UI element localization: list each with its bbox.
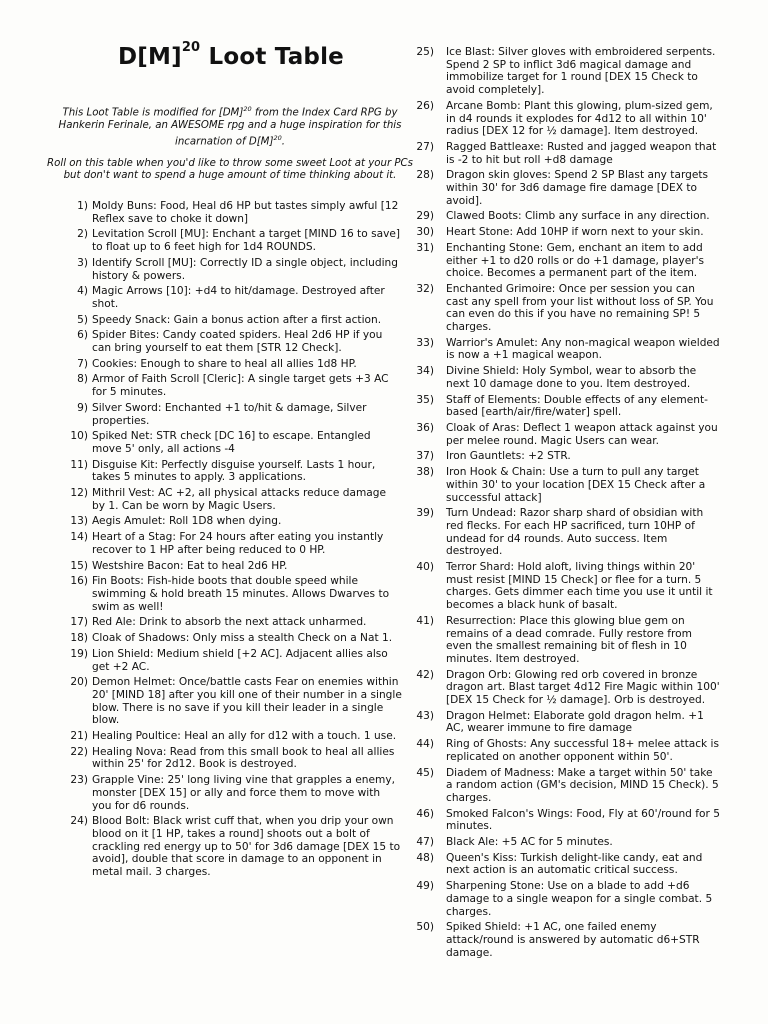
loot-item-number: 7) — [77, 357, 88, 370]
loot-item — [416, 561, 720, 612]
loot-item — [60, 632, 402, 645]
loot-item-text: Clawed Boots: Climb any surface in any direction. — [446, 210, 710, 223]
loot-item — [416, 880, 720, 918]
loot-item — [60, 774, 402, 812]
loot-item — [416, 241, 720, 280]
loot-item-number: 24) — [70, 815, 88, 828]
loot-item-text: Speedy Snack: Gain a bonus action after a first action. — [92, 313, 382, 326]
loot-item-number: 38) — [416, 466, 434, 479]
intro-sup-b: 20 — [273, 134, 282, 143]
loot-item-number: 36) — [416, 421, 434, 434]
intro-text-c: . — [281, 136, 285, 148]
loot-item-text: Heart Stone: Add 10HP if worn next to your skin. — [446, 226, 704, 239]
loot-item — [416, 226, 720, 239]
loot-item — [416, 466, 720, 504]
loot-item-number: 39) — [416, 507, 434, 520]
loot-item-text: Magic Arrows [10]: +d4 to hit/damage. Destroyed after shot. — [92, 285, 385, 310]
loot-item — [60, 200, 402, 225]
loot-item-text: Diadem of Madness: Make a target within 50' take a random action (GM's decision, MIND 15 Check). 5 charges. — [446, 766, 719, 804]
loot-item — [416, 709, 720, 735]
loot-item — [60, 314, 402, 327]
loot-item-number: 50) — [416, 921, 434, 934]
loot-item-text: Black Ale: +5 AC for 5 minutes. — [446, 836, 613, 849]
loot-item — [60, 430, 402, 455]
loot-item-number: 46) — [416, 807, 434, 820]
loot-item-text: Staff of Elements: Double effects of any element-based [earth/air/fire/water] spell. — [446, 393, 708, 419]
loot-item — [60, 560, 402, 573]
loot-item — [60, 531, 402, 556]
loot-item — [60, 329, 402, 354]
loot-item-number: 17) — [70, 616, 88, 629]
loot-item-number: 27) — [416, 140, 434, 153]
loot-item — [416, 668, 720, 707]
loot-item-number: 33) — [416, 336, 434, 349]
loot-item — [416, 614, 720, 666]
loot-item — [416, 99, 720, 138]
loot-item-text: Healing Poultice: Heal an ally for d12 with a touch. 1 use. — [92, 730, 397, 743]
loot-item-number: 20) — [70, 676, 88, 689]
loot-item — [60, 459, 402, 484]
loot-item-number: 19) — [70, 647, 88, 660]
loot-item — [60, 515, 402, 528]
loot-item — [60, 575, 402, 613]
loot-item-number: 35) — [416, 393, 434, 406]
loot-item-number: 42) — [416, 668, 434, 681]
loot-item-number: 40) — [416, 561, 434, 574]
loot-item-number: 10) — [70, 430, 88, 443]
loot-item-text: Mithril Vest: AC +2, all physical attacks reduce damage by 1. Can be worn by Magic Users. — [92, 487, 387, 512]
loot-item-number: 25) — [416, 46, 434, 58]
loot-item — [60, 358, 402, 371]
loot-item — [416, 140, 720, 166]
loot-item-text: Fin Boots: Fish-hide boots that double speed while swimming & hold breath 15 minutes. Allows Dwarves to swim as well! — [92, 575, 390, 613]
loot-item-text: Healing Nova: Read from this small book to heal all allies within 25' for 2d12. Book is destroyed. — [92, 745, 395, 771]
loot-item-text: Iron Hook & Chain: Use a turn to pull any target within 30' to your location [DEX 15 Check after a successful attack] — [446, 466, 706, 504]
loot-item-text: Spiked Net: STR check [DC 16] to escape. Entangled move 5' only, all actions -4 — [92, 430, 371, 455]
loot-item-number: 21) — [70, 730, 88, 743]
loot-item — [60, 730, 402, 743]
loot-item-number: 15) — [70, 559, 88, 572]
loot-item-number: 6) — [77, 329, 88, 342]
loot-item-number: 14) — [70, 531, 88, 544]
loot-item-number: 4) — [77, 285, 88, 298]
loot-item-number: 22) — [70, 745, 88, 758]
loot-item-number: 12) — [70, 487, 88, 500]
title-main: D[M] — [118, 44, 182, 70]
loot-item-text: Red Ale: Drink to absorb the next attack unharmed. — [92, 616, 367, 629]
loot-item — [416, 365, 720, 390]
loot-item-number: 18) — [70, 632, 88, 645]
intro-text-a: This Loot Table is modified for [DM] — [62, 107, 244, 119]
loot-item-text: Ragged Battleaxe: Rusted and jagged weapon that is -2 to hit but roll +d8 damage — [446, 140, 717, 166]
loot-item-text: Heart of a Stag: For 24 hours after eating you instantly recover to 1 HP after being reduced to 0 HP. — [92, 531, 384, 556]
loot-item-text: Enchanting Stone: Gem, enchant an item to add either +1 to d20 rolls or do +1 damage, player's choice. Becomes a permanent part of the item. — [446, 241, 705, 280]
loot-item — [60, 616, 402, 629]
loot-item-text: Spider Bites: Candy coated spiders. Heal 2d6 HP if you can bring yourself to eat them [STR 12 Check]. — [92, 329, 383, 355]
loot-item-text: Moldy Buns: Food, Heal d6 HP but tastes simply awful [12 Reflex save to choke it down] — [92, 200, 399, 225]
page-title — [60, 40, 402, 70]
loot-item — [60, 648, 402, 673]
loot-item-number: 16) — [70, 575, 88, 588]
loot-item-text: Ice Blast: Silver gloves with embroidered serpents. Spend 2 SP to inflict 3d6 magical damage and immobilize target for 1 round [DEX 15 Check to avoid completely]. — [446, 46, 716, 97]
loot-item — [60, 815, 402, 879]
loot-item-text: Dragon Helmet: Elaborate gold dragon helm. +1 AC, wearer immune to fire damage — [446, 709, 704, 735]
loot-item — [60, 676, 402, 727]
loot-item — [416, 807, 720, 833]
loot-item-number: 31) — [416, 241, 434, 254]
loot-item-text: Blood Bolt: Black wrist cuff that, when you drip your own blood on it [1 HP, takes a round] shoots out a bolt of crackling red energy up to 50' for 3d6 damage [DEX 15 to avoid], double that score in damage to an opponent in metal mail. 3 charges. — [92, 815, 401, 879]
loot-item-number: 32) — [416, 282, 434, 295]
loot-item-text: Turn Undead: Razor sharp shard of obsidian with red flecks. For each HP sacrificed, turn 10HP of undead for d4 rounds. Auto success. Item destroyed. — [446, 507, 704, 558]
loot-item-text: Spiked Shield: +1 AC, one failed enemy attack/round is answered by automatic d6+STR damage. — [446, 921, 700, 959]
loot-item-text: Silver Sword: Enchanted +1 to/hit & damage, Silver properties. — [92, 401, 367, 427]
loot-item — [416, 766, 720, 805]
loot-item — [60, 257, 402, 282]
loot-item-text: Resurrection: Place this glowing blue gem on remains of a dead comrade. Fully restore from even the smallest remaining bit of flesh in 10 minutes. Item destroyed. — [446, 614, 692, 665]
loot-item-number: 41) — [416, 614, 434, 627]
loot-item-number: 8) — [77, 373, 88, 386]
loot-item-number: 48) — [416, 851, 434, 864]
loot-item-number: 23) — [70, 774, 88, 787]
loot-item-text: Smoked Falcon's Wings: Food, Fly at 60'/round for 5 minutes. — [446, 807, 720, 833]
loot-item — [416, 421, 720, 447]
loot-item — [60, 373, 402, 398]
loot-item-number: 37) — [416, 450, 434, 463]
loot-item-number: 2) — [77, 228, 88, 241]
loot-item-number: 49) — [416, 880, 434, 893]
intro-paragraph-1 — [40, 103, 420, 149]
loot-item-text: Sharpening Stone: Use on a blade to add +d6 damage to a single weapon for a single combat. 5 charges. — [446, 880, 713, 918]
loot-item-number: 34) — [416, 365, 434, 378]
loot-item-text: Dragon Orb: Glowing red orb covered in bronze dragon art. Blast target 4d12 Fire Magic within 100' [DEX 15 Check for ½ damage]. Orb is destroyed. — [446, 668, 720, 707]
loot-item-text: Disguise Kit: Perfectly disguise yourself. Lasts 1 hour, takes 5 minutes to apply. 3 applications. — [92, 458, 376, 484]
loot-item — [416, 507, 720, 558]
loot-item-text: Identify Scroll [MU]: Correctly ID a single object, including history & powers. — [92, 256, 398, 282]
loot-item — [416, 393, 720, 419]
loot-item-text: Cloak of Aras: Deflect 1 weapon attack against you per melee round. Magic Users can wear. — [446, 421, 718, 447]
loot-item-text: Demon Helmet: Once/battle casts Fear on enemies within 20' [MIND 18] after you kill one of their number in a single blow. There is no save if you kill their leader in a single blow. — [92, 676, 402, 727]
loot-item-text: Iron Gauntlets: +2 STR. — [446, 450, 571, 463]
loot-list-left — [60, 200, 402, 882]
loot-item — [60, 228, 402, 253]
loot-item — [416, 851, 720, 877]
loot-item-text: Dragon skin gloves: Spend 2 SP Blast any targets within 30' for 3d6 damage fire damage [DEX to avoid]. — [446, 169, 709, 207]
intro-text-b: from the Index Card RPG by Hankerin Ferinale, an AWESOME rpg and a huge inspiration for this incarnation of D[M] — [58, 107, 402, 148]
loot-item-text: Warrior's Amulet: Any non-magical weapon wielded is now a +1 magical weapon. — [446, 336, 720, 362]
loot-item-number: 29) — [416, 210, 434, 223]
loot-item — [60, 746, 402, 771]
loot-item-text: Aegis Amulet: Roll 1D8 when dying. — [92, 515, 282, 528]
title-rest: Loot Table — [200, 44, 344, 70]
loot-item-number: 45) — [416, 766, 434, 779]
loot-item-text: Levitation Scroll [MU]: Enchant a target [MIND 16 to save] to float up to 6 feet high for 1d4 ROUNDS. — [92, 228, 400, 254]
loot-item-number: 1) — [77, 200, 88, 212]
loot-item-number: 26) — [416, 99, 434, 112]
loot-item — [416, 921, 720, 959]
loot-item-text: Lion Shield: Medium shield [+2 AC]. Adjacent allies also get +2 AC. — [92, 647, 388, 673]
loot-item — [60, 402, 402, 427]
loot-item — [416, 336, 720, 362]
loot-item-text: Enchanted Grimoire: Once per session you can cast any spell from your list without loss of SP. You can even do this if you have no remaining SP! 5 charges. — [446, 282, 714, 334]
loot-item — [416, 738, 720, 763]
loot-item-number: 47) — [416, 836, 434, 849]
loot-item — [416, 46, 720, 97]
title-superscript: 20 — [181, 40, 201, 56]
loot-list-right — [416, 46, 720, 962]
loot-item — [60, 487, 402, 512]
intro-sup-a: 20 — [243, 105, 252, 113]
loot-item — [416, 210, 720, 223]
loot-item-text: Queen's Kiss: Turkish delight-like candy, eat and next action is an automatic critical success. — [446, 851, 703, 877]
loot-item-text: Terror Shard: Hold aloft, living things within 20' must resist [MIND 15 Check] or flee for a turn. 5 charges. Gets dimmer each time you use it until it becomes a black hunk of basalt. — [446, 561, 713, 612]
loot-item-text: Armor of Faith Scroll [Cleric]: A single target gets +3 AC for 5 minutes. — [92, 373, 389, 399]
loot-item-number: 13) — [70, 515, 88, 528]
loot-item-number: 3) — [77, 256, 88, 269]
loot-item — [60, 285, 402, 310]
intro-paragraph-2: Roll on this table when you'd like to throw some sweet Loot at your PCs but don't want to spend a huge amount of time thinking about it. — [47, 158, 413, 182]
loot-item-number: 44) — [416, 738, 434, 751]
loot-item-text: Divine Shield: Holy Symbol, wear to absorb the next 10 damage done to you. Item destroyed. — [446, 365, 697, 390]
loot-item-number: 28) — [416, 169, 434, 182]
loot-item — [416, 282, 720, 334]
loot-item-text: Cookies: Enough to share to heal all allies 1d8 HP. — [92, 357, 357, 370]
loot-item-number: 43) — [416, 709, 434, 722]
loot-item — [416, 169, 720, 207]
loot-item-number: 9) — [77, 401, 88, 414]
loot-item-text: Grapple Vine: 25' long living vine that grapples a enemy, monster [DEX 15] or ally and force them to move with you for d6 rounds. — [92, 774, 395, 812]
loot-item-text: Cloak of Shadows: Only miss a stealth Check on a Nat 1. — [92, 632, 393, 645]
intro-text — [40, 103, 420, 192]
loot-item-text: Arcane Bomb: Plant this glowing, plum-sized gem, in d4 rounds it explodes for 4d12 to all within 10' radius [DEX 12 for ½ damage]. Item destroyed. — [446, 99, 713, 138]
loot-item-text: Ring of Ghosts: Any successful 18+ melee attack is replicated on another opponent within 50'. — [446, 738, 720, 763]
loot-item — [416, 836, 720, 849]
loot-item-number: 5) — [77, 313, 88, 326]
loot-item-number: 30) — [416, 226, 434, 239]
loot-item-text: Westshire Bacon: Eat to heal 2d6 HP. — [92, 559, 288, 572]
loot-item-number: 11) — [70, 458, 88, 471]
loot-item — [416, 450, 720, 463]
